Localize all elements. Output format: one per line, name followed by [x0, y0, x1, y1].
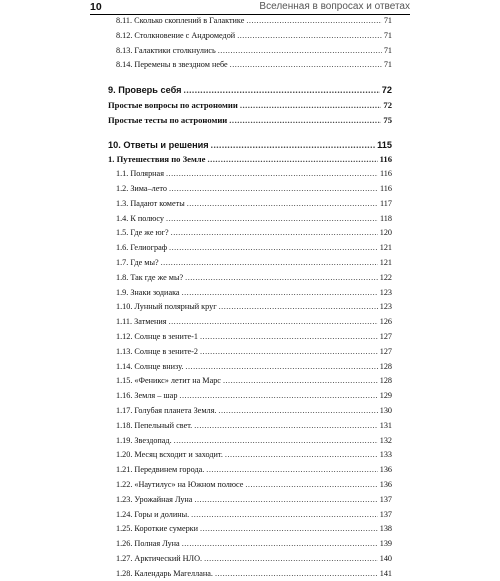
entry-title: 8.14. Перемены в звездном небе	[116, 60, 228, 70]
toc-entry[interactable]	[108, 345, 392, 360]
entry-title: 1.15. «Феникс» летит на Марс	[116, 376, 221, 386]
entry-page: 116	[380, 183, 392, 193]
toc-entry[interactable]	[108, 241, 392, 256]
entry-title: 1.12. Солнце в зените-1	[116, 331, 198, 341]
toc-entry[interactable]	[108, 522, 392, 537]
entry-page: 141	[379, 568, 392, 578]
entry-page: 128	[379, 361, 392, 371]
entry-page: 120	[379, 228, 392, 238]
leader-dots	[169, 315, 378, 330]
leader-dots	[185, 360, 377, 375]
toc-entry[interactable]	[108, 167, 392, 182]
entry-title: 1.14. Солнце внизу.	[116, 361, 184, 371]
leader-dots	[182, 537, 378, 552]
leader-dots	[191, 508, 378, 523]
toc-entry[interactable]	[108, 286, 392, 301]
toc-entry[interactable]	[108, 360, 392, 375]
leader-dots	[166, 212, 378, 227]
entry-title: 1.13. Солнце в зените-2	[116, 346, 198, 356]
entry-title: 1.2. Зима–лето	[116, 183, 167, 193]
entry-title: 1.4. К полюсу	[116, 213, 165, 223]
entry-page: 127	[379, 346, 392, 356]
entry-page: 132	[379, 435, 392, 445]
entry-page: 117	[380, 198, 392, 208]
leader-dots	[166, 167, 378, 182]
leader-dots	[174, 434, 378, 449]
leader-dots	[206, 463, 377, 478]
toc-entry[interactable]	[108, 113, 392, 128]
toc-entry[interactable]	[108, 508, 392, 523]
entry-page: 131	[379, 420, 392, 430]
leader-dots	[230, 58, 382, 73]
chapter-page: 115	[377, 139, 392, 150]
entry-title: 1.18. Пепельный свет.	[116, 420, 193, 430]
toc-entry[interactable]	[108, 434, 392, 449]
running-title: Вселенная в вопросах и ответах	[259, 1, 410, 12]
entry-page: 140	[379, 553, 392, 563]
leader-dots	[218, 404, 377, 419]
toc-entry[interactable]	[108, 493, 392, 508]
entry-page: 138	[379, 524, 392, 534]
entry-page: 118	[380, 213, 392, 223]
entry-title: 1.26. Полная Луна	[116, 539, 180, 549]
leader-dots	[223, 374, 378, 389]
leader-dots	[171, 226, 378, 241]
entry-page: 129	[379, 391, 392, 401]
leader-dots	[161, 256, 378, 271]
toc-entry[interactable]	[108, 537, 392, 552]
entry-title: 1.19. Звездопад.	[116, 435, 172, 445]
entry-title: 1.8. Так где же мы?	[116, 272, 184, 282]
entry-page: 75	[383, 114, 392, 125]
leader-dots	[219, 300, 378, 315]
entry-title: 1.24. Горы и долины.	[116, 509, 190, 519]
entry-title: 1.9. Знаки зодиака	[116, 287, 180, 297]
leader-dots	[200, 345, 378, 360]
leader-dots	[211, 138, 376, 153]
toc-entry[interactable]	[108, 98, 392, 113]
toc-top-list	[108, 14, 392, 73]
page-header	[90, 0, 410, 15]
toc-entry[interactable]	[108, 374, 392, 389]
entry-title: 1.16. Земля – шар	[116, 391, 178, 401]
leader-dots	[179, 389, 377, 404]
toc-entry[interactable]	[108, 315, 392, 330]
chapter-title: 9. Проверь себя	[108, 85, 182, 96]
page-number: 10	[90, 1, 102, 13]
entry-page: 133	[379, 450, 392, 460]
toc-entry[interactable]	[108, 226, 392, 241]
section-page: 116	[379, 154, 392, 165]
toc-entry[interactable]	[108, 404, 392, 419]
leader-dots	[245, 478, 377, 493]
entry-title: 8.11. Сколько скоплений в Галактике	[116, 16, 245, 25]
toc-chapter-9-list	[108, 98, 392, 128]
toc-entry[interactable]	[108, 389, 392, 404]
entry-title: 1.7. Где мы?	[116, 257, 159, 267]
entry-page: 71	[383, 30, 392, 40]
entry-page: 123	[379, 302, 392, 312]
leader-dots	[194, 419, 378, 434]
entry-page: 121	[379, 257, 392, 267]
entry-title: 1.25. Короткие сумерки	[116, 524, 199, 534]
toc-entry[interactable]	[108, 182, 392, 197]
section-title: 1. Путешествия по Земле	[108, 154, 206, 165]
entry-page: 123	[379, 287, 392, 297]
entry-title: 8.13. Галактики столкнулись	[116, 45, 216, 55]
entry-page: 137	[379, 494, 392, 504]
toc-entry[interactable]	[108, 300, 392, 315]
toc-entry[interactable]	[108, 256, 392, 271]
entry-page: 71	[383, 60, 392, 70]
leader-dots	[204, 552, 378, 567]
entry-page: 127	[379, 331, 392, 341]
entry-title: 1.3. Падают кометы	[116, 198, 185, 208]
entry-title: 1.1. Полярная	[116, 169, 164, 179]
entry-page: 136	[379, 465, 392, 475]
entry-title: 1.22. «Наутилус» на Южном полюсе	[116, 479, 244, 489]
leader-dots	[229, 113, 381, 128]
entry-page: 136	[379, 479, 392, 489]
toc-entry[interactable]	[108, 14, 392, 29]
entry-title: 8.12. Столкновение с Андромедой	[116, 30, 236, 40]
toc-entry[interactable]	[108, 44, 392, 59]
chapter-page: 72	[381, 85, 392, 96]
entry-title: Простые тесты по астрономии	[108, 114, 228, 125]
toc-entry[interactable]	[108, 463, 392, 478]
toc-entry[interactable]	[108, 448, 392, 463]
toc-entry[interactable]	[108, 58, 392, 73]
entry-title: 1.21. Передвинем города.	[116, 465, 205, 475]
chapter-title: 10. Ответы и решения	[108, 139, 209, 150]
leader-dots	[225, 448, 378, 463]
toc-entry[interactable]	[108, 197, 392, 212]
entry-title: 1.5. Где же юг?	[116, 228, 169, 238]
toc-section-1[interactable]	[108, 152, 392, 167]
leader-dots	[246, 14, 381, 29]
entry-title: 1.28. Календарь Магеллана.	[116, 568, 213, 578]
entry-page: 139	[379, 539, 392, 549]
toc-entry[interactable]	[108, 478, 392, 493]
entry-title: 1.17. Голубая планета Земля.	[116, 405, 217, 415]
toc-entry[interactable]	[108, 552, 392, 567]
leader-dots	[169, 241, 378, 256]
leader-dots	[237, 29, 382, 44]
entry-page: 130	[379, 405, 392, 415]
entry-page: 121	[379, 243, 392, 253]
entry-page: 137	[379, 509, 392, 519]
entry-page: 72	[383, 99, 392, 110]
entry-page: 116	[380, 169, 392, 179]
entry-page: 71	[383, 45, 392, 55]
entry-title: Простые вопросы по астрономии	[108, 99, 238, 110]
entry-title: 1.10. Лунный полярный круг	[116, 302, 217, 312]
leader-dots	[207, 152, 377, 167]
toc-entry[interactable]	[108, 212, 392, 227]
entry-title: 1.11. Затмения	[116, 317, 167, 327]
entry-title: 1.6. Гелиограф	[116, 243, 168, 253]
toc-section-1-list	[108, 167, 392, 581]
leader-dots	[218, 44, 382, 59]
entry-title: 1.23. Урожайная Луна	[116, 494, 193, 504]
leader-dots	[185, 271, 378, 286]
toc-entry[interactable]	[108, 567, 392, 581]
toc-chapter-10[interactable]	[108, 138, 392, 153]
leader-dots	[169, 182, 378, 197]
toc-entry[interactable]	[108, 419, 392, 434]
toc-entry[interactable]	[108, 330, 392, 345]
entry-title: 1.27. Арктический НЛО.	[116, 553, 203, 563]
table-of-contents	[108, 14, 392, 581]
leader-dots	[182, 286, 378, 301]
entry-page: 122	[379, 272, 392, 282]
leader-dots	[194, 493, 377, 508]
entry-page: 126	[379, 317, 392, 327]
leader-dots	[200, 522, 378, 537]
leader-dots	[184, 83, 380, 98]
toc-entry[interactable]	[108, 29, 392, 44]
entry-page: 71	[383, 16, 392, 25]
toc-entry[interactable]	[108, 271, 392, 286]
leader-dots	[240, 98, 382, 113]
entry-title: 1.20. Месяц всходит и заходит.	[116, 450, 223, 460]
leader-dots	[215, 567, 378, 581]
leader-dots	[187, 197, 378, 212]
toc-chapter-9[interactable]	[108, 83, 392, 98]
leader-dots	[200, 330, 378, 345]
entry-page: 128	[379, 376, 392, 386]
